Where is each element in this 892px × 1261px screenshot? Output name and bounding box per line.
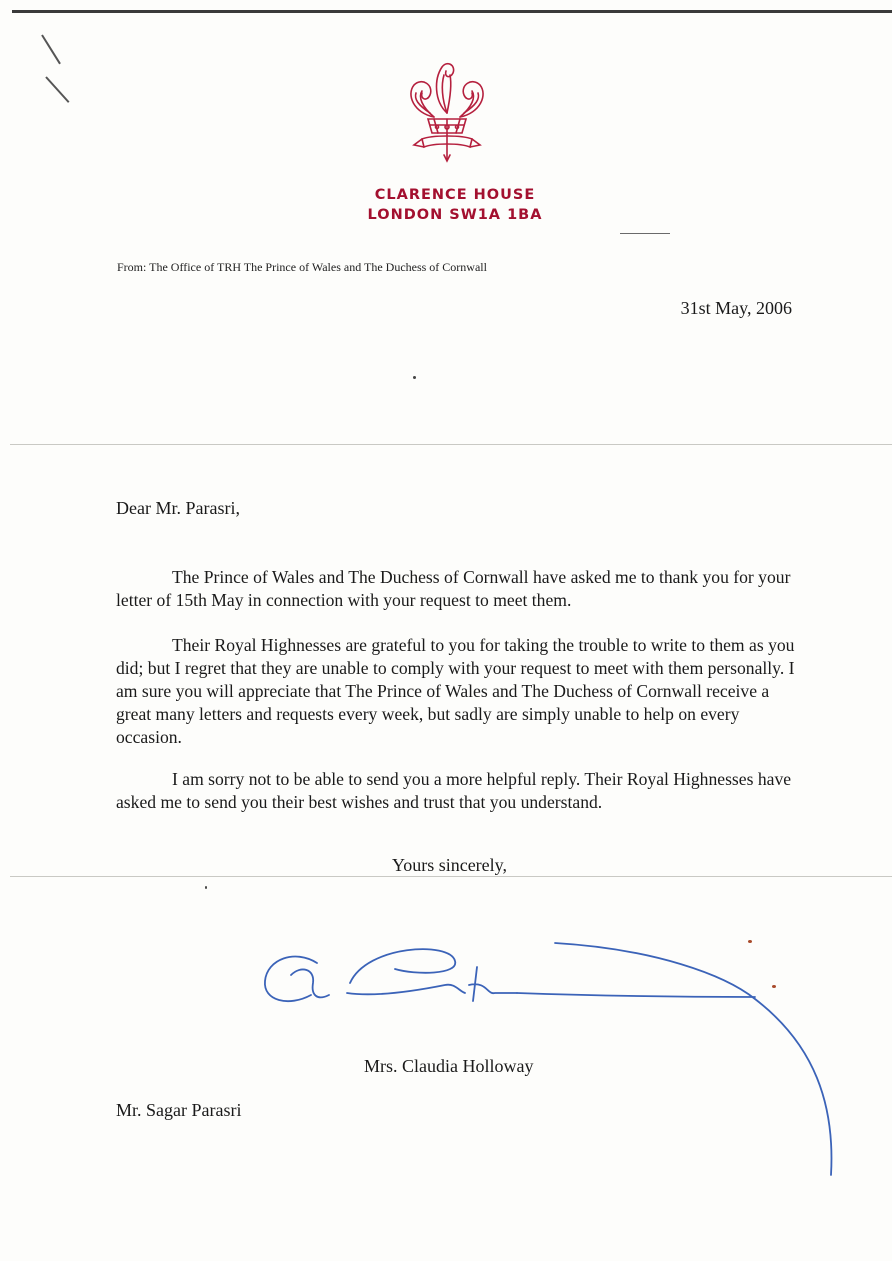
signer-name: Mrs. Claudia Holloway xyxy=(364,1056,534,1076)
body-paragraph: The Prince of Wales and The Duchess of Cornwall have asked me to thank you for your letter of 15th May in connection with your request to meet them. xyxy=(116,567,791,610)
handwritten-signature xyxy=(255,935,855,1185)
paper-speck xyxy=(748,940,752,943)
paper-fold-line xyxy=(10,444,892,445)
paper-speck xyxy=(772,985,776,988)
letter-date: 31st May, 2006 xyxy=(680,298,792,318)
paper-mark xyxy=(620,233,670,234)
paper-speck xyxy=(413,376,416,379)
letterhead-address-line-1: CLARENCE HOUSE xyxy=(374,187,536,203)
recipient-name: Mr. Sagar Parasri xyxy=(116,1100,242,1120)
salutation: Dear Mr. Parasri, xyxy=(116,498,240,518)
staple-mark xyxy=(45,76,69,103)
staple-mark xyxy=(41,34,61,64)
from-line: From: The Office of TRH The Prince of Wales and The Duchess of Cornwall xyxy=(117,260,487,274)
closing: Yours sincerely, xyxy=(392,855,507,875)
paper-fold-line xyxy=(10,876,892,877)
body-paragraph: I am sorry not to be able to send you a more helpful reply. Their Royal Highnesses have asked me to send you their best wishes and trust that you understand. xyxy=(116,769,792,812)
paper-speck xyxy=(205,886,207,889)
body-paragraph: Their Royal Highnesses are grateful to you for taking the trouble to write to them as you did; but I regret that they are unable to comply with your request to meet with them personally. I am sure you will appreciate that The Prince of Wales and The Duchess of Cornwall receive a great many letters and requests every week, but sadly are simply unable to help on every occasion. xyxy=(116,635,795,747)
paper-top-edge xyxy=(12,10,892,13)
letterhead-address-line-2: LONDON SW1A 1BA xyxy=(367,207,543,223)
prince-of-wales-feathers-icon xyxy=(400,55,494,170)
